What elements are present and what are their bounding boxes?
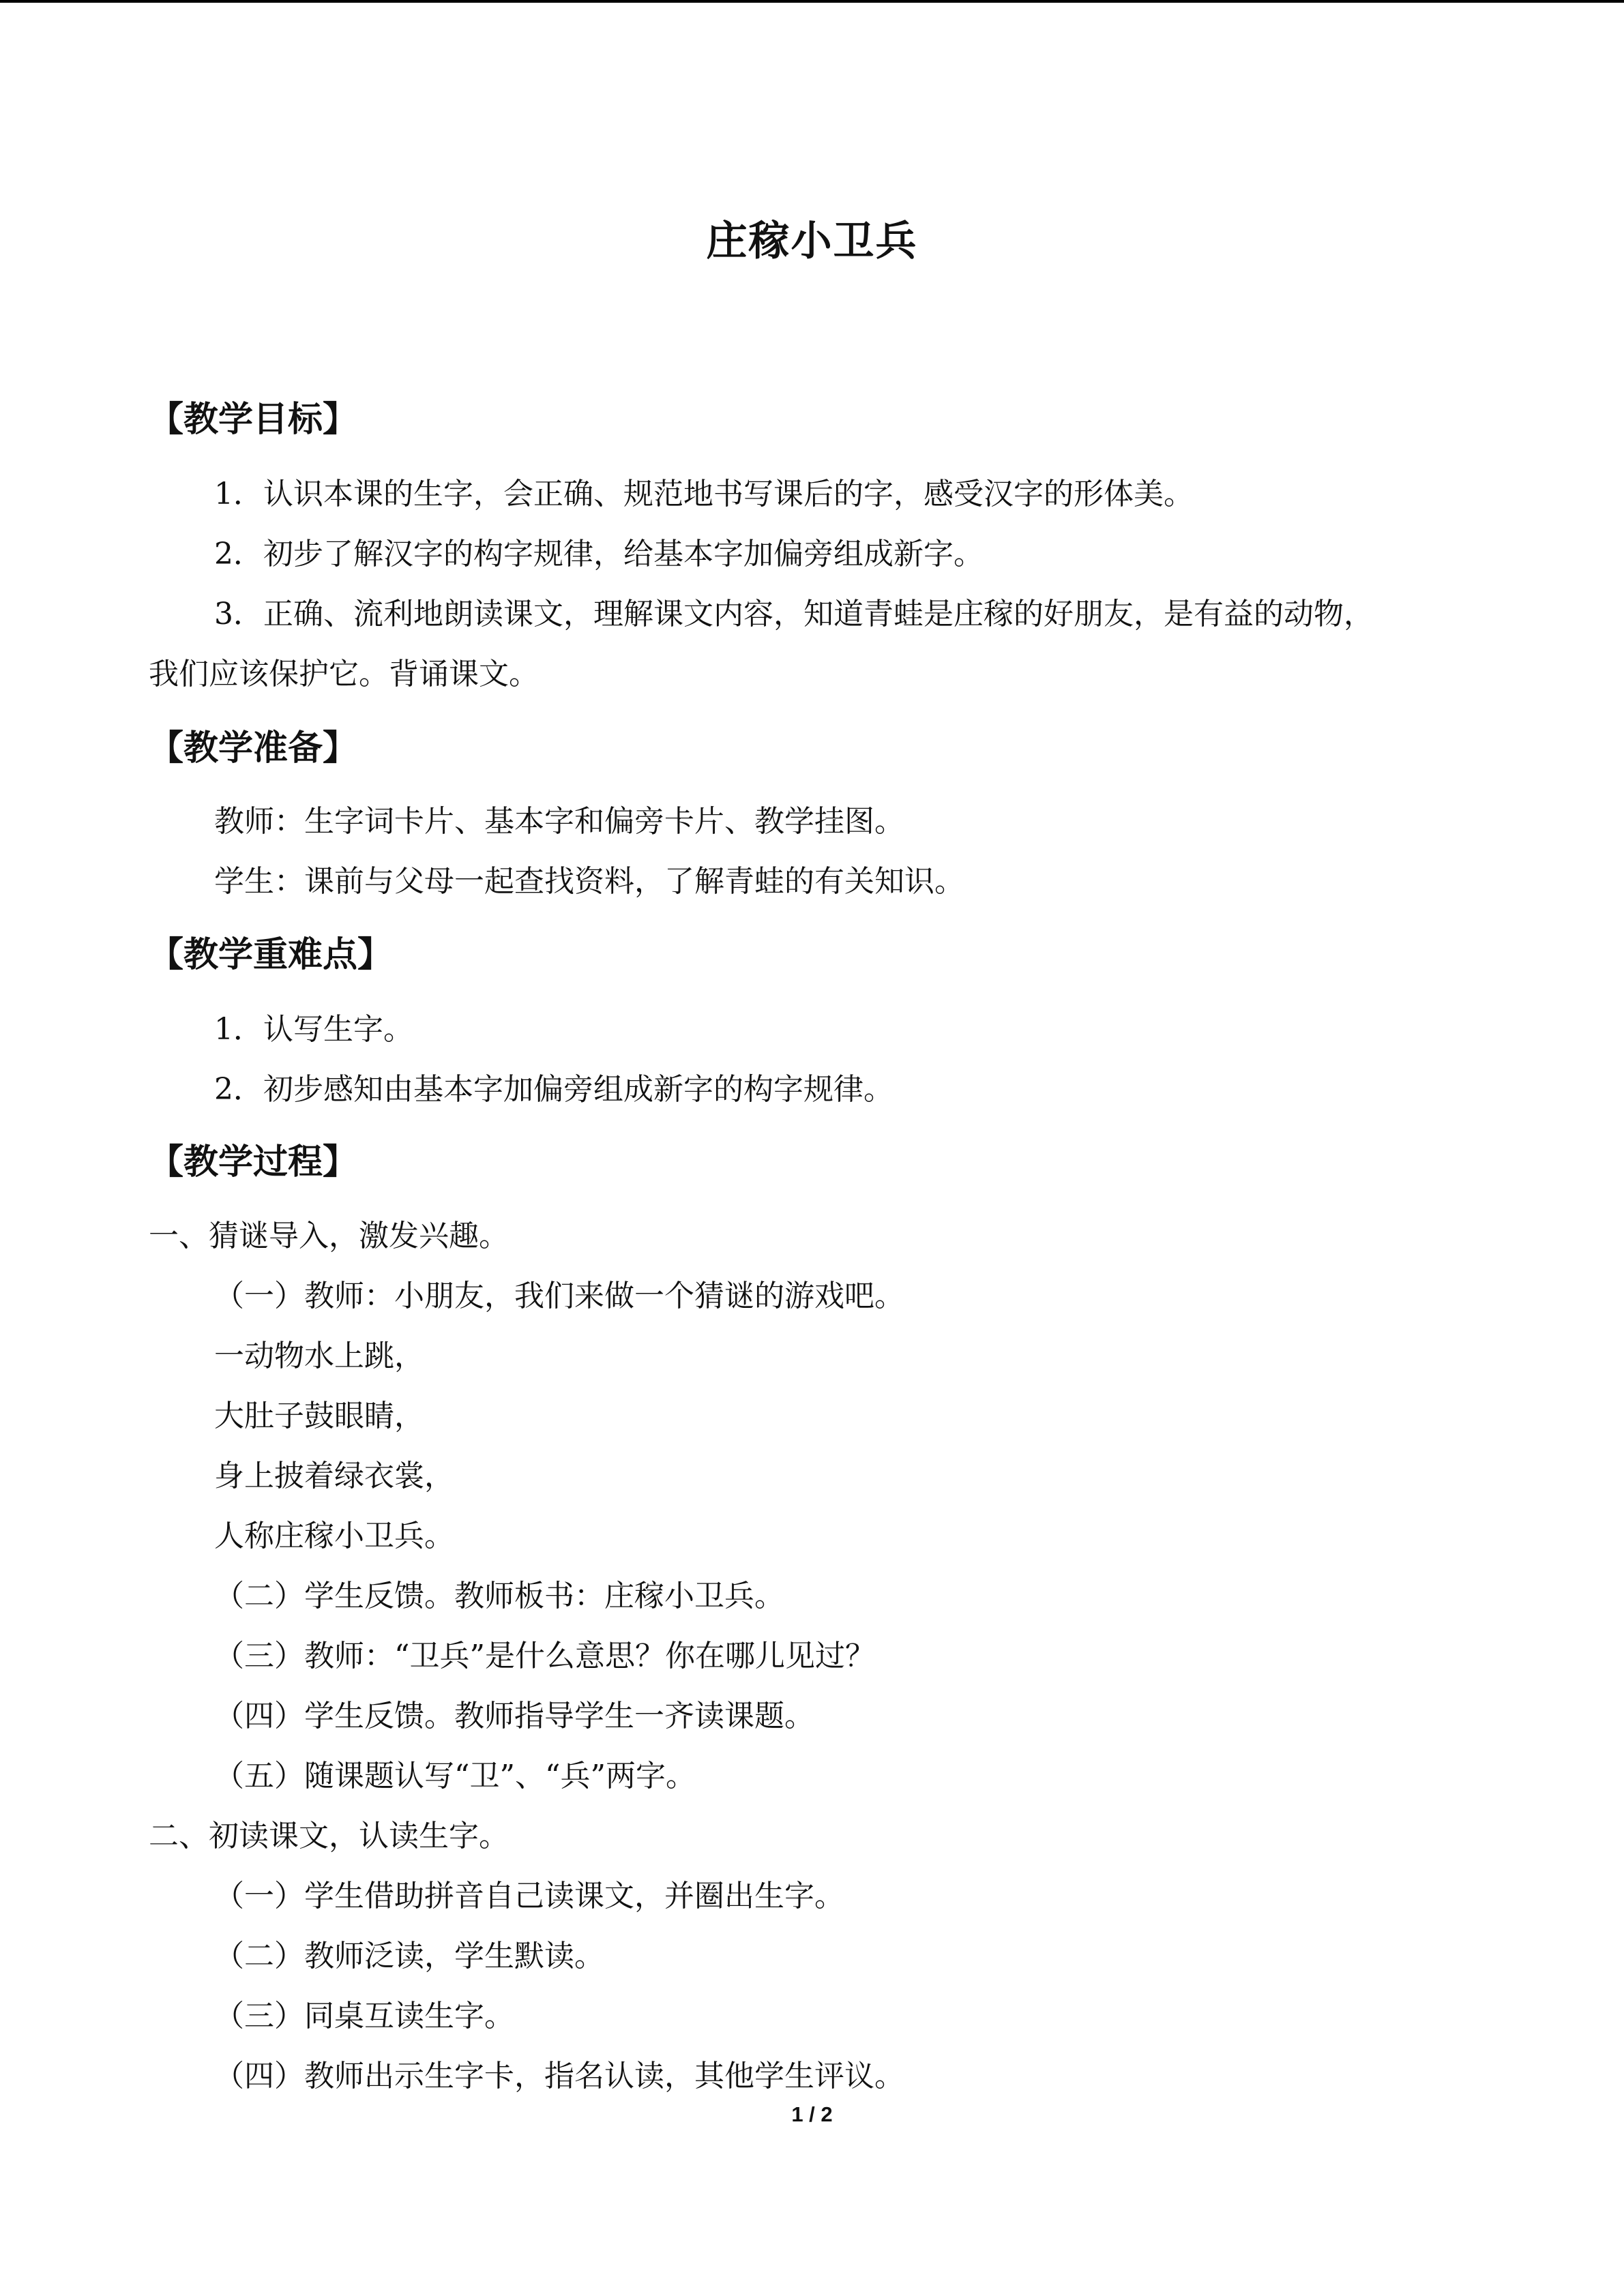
page-number: 1 / 2 [791, 2102, 833, 2126]
process-part-1-line: （四）学生反馈。教师指导学生一齐读课题。 [214, 1699, 814, 1733]
process-part-1-line: （五）随课题认写“卫”、“兵”两字。 [214, 1759, 696, 1793]
section-heading-key-points: 【教学重难点】 [149, 934, 393, 975]
riddle-line-3: 身上披着绿衣裳， [214, 1459, 454, 1493]
process-part-1-line: （三）教师：“卫兵”是什么意思？你在哪儿见过？ [214, 1639, 875, 1673]
process-part-1-line: （一）教师：小朋友，我们来做一个猜谜的游戏吧。 [214, 1279, 904, 1313]
key-point-item-2: 2．初步感知由基本字加偏旁组成新字的构字规律。 [214, 1072, 894, 1107]
section-heading-process: 【教学过程】 [149, 1142, 358, 1182]
key-point-item-1: 1．认写生字。 [214, 1012, 413, 1047]
objective-item-3-continued: 我们应该保护它。背诵课文。 [149, 657, 539, 691]
process-part-2-title: 二、初读课文，认读生字。 [149, 1819, 509, 1853]
process-part-2-line: （四）教师出示生字卡，指名认读，其他学生评议。 [214, 2059, 904, 2093]
process-part-2-line: （三）同桌互读生字。 [214, 1999, 514, 2033]
section-heading-objectives: 【教学目标】 [149, 399, 358, 440]
objective-item-3: 3．正确、流利地朗读课文，理解课文内容，知道青蛙是庄稼的好朋友，是有益的动物， [214, 597, 1374, 631]
process-part-2-line: （二）教师泛读，学生默读。 [214, 1939, 604, 1973]
riddle-line-2: 大肚子鼓眼睛， [214, 1399, 424, 1433]
riddle-line-4: 人称庄稼小卫兵。 [214, 1519, 454, 1553]
objective-item-1: 1．认识本课的生字，会正确、规范地书写课后的字，感受汉字的形体美。 [214, 477, 1194, 511]
document-title: 庄稼小卫兵 [706, 218, 918, 265]
preparation-teacher: 教师：生字词卡片、基本字和偏旁卡片、教学挂图。 [214, 804, 904, 839]
preparation-student: 学生：课前与父母一起查找资料，了解青蛙的有关知识。 [214, 864, 964, 899]
section-heading-preparation: 【教学准备】 [149, 728, 358, 769]
process-part-2-line: （一）学生借助拼音自己读课文，并圈出生字。 [214, 1879, 844, 1913]
riddle-line-1: 一动物水上跳， [214, 1339, 424, 1373]
document-page [149, 0, 1475, 2296]
process-part-1-line: （二）学生反馈。教师板书：庄稼小卫兵。 [214, 1579, 784, 1613]
objective-item-2: 2．初步了解汉字的构字规律，给基本字加偏旁组成新字。 [214, 537, 984, 571]
process-part-1-title: 一、猜谜导入，激发兴趣。 [149, 1219, 509, 1253]
